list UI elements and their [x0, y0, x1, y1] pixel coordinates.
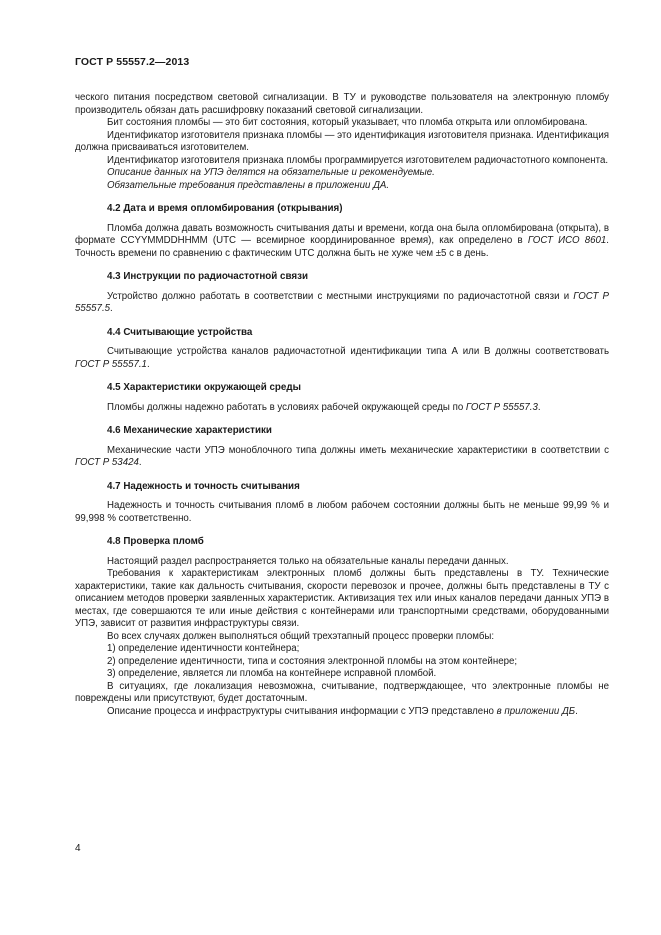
section-4-4-paragraph	[75, 346, 609, 371]
list-item: 3) определение, является ли пломба на контейнере исправной пломбой.	[107, 668, 437, 679]
standard-reference: ГОСТ Р 55557.5	[75, 290, 609, 314]
section-heading-4-8: 4.8 Проверка пломб	[107, 536, 204, 547]
text-run: .	[146, 358, 150, 370]
section-heading-4-4: 4.4 Считывающие устройства	[107, 326, 253, 338]
section-heading-4-6: 4.6 Механические характеристики	[107, 425, 272, 436]
intro-paragraph: ческого питания посредством световой сигнализации. В ТУ и руководстве пользователя на электронную пломбу производитель обязан дать расшифровку показаний световой сигнализации.	[75, 92, 609, 116]
text-run: .	[575, 705, 578, 717]
section-4-5-paragraph	[75, 402, 609, 415]
standard-reference: ГОСТ ИСО 8601	[527, 235, 607, 246]
section-4-8-paragraph: Во всех случаях должен выполняться общий трехэтапный процесс проверки пломбы:	[107, 630, 495, 642]
standard-reference: ГОСТ Р 55557.3	[465, 401, 538, 413]
text-run: Механические части УПЭ моноблочного типа должны иметь механические характеристики в соответствии с	[107, 444, 609, 456]
list-item: 2) определение идентичности, типа и состояния электронной пломбы на этом контейнере;	[107, 655, 518, 667]
text-run: .	[138, 457, 142, 468]
text-run: Описание процесса и инфраструктуры считывания информации с УПЭ представлено	[107, 705, 497, 717]
intro-note: Обязательные требования представлены в приложении ДА.	[107, 179, 390, 191]
standard-reference: ГОСТ Р 53424	[75, 457, 139, 468]
intro-paragraph: Бит состояния пломбы — это бит состояния, который указывает, что пломба открыта или опломбирована.	[107, 117, 588, 128]
intro-paragraph: Идентификатор изготовителя признака пломбы программируется изготовителем радиочастотного компонента.	[107, 154, 609, 166]
section-heading-4-3: 4.3 Инструкции по радиочастотной связи	[107, 271, 308, 282]
appendix-reference: в приложении ДБ	[496, 705, 576, 717]
section-heading-4-7: 4.7 Надежность и точность считывания	[107, 480, 300, 492]
list-item: 1) определение идентичности контейнера;	[107, 643, 300, 654]
text-run: Пломба должна давать возможность считывания даты и времени, когда она была опломбирована (открыта), в формате CCYYMMDDHHMM (UTC — всемирное координированное время), как определено в	[75, 222, 609, 246]
intro-note: Описание данных на УПЭ делятся на обязательные и рекомендуемые.	[107, 167, 435, 178]
page-content	[75, 92, 609, 718]
section-heading-4-5: 4.5 Характеристики окружающей среды	[107, 382, 301, 393]
section-4-8-paragraph	[75, 706, 609, 719]
section-4-8-paragraph: Требования к характеристикам электронных пломб должны быть представлены в ТУ. Технические характеристики, такие как дальность считывания, скорости перевозок и прочее, должны быть представлены в ТУ с описанием методов проверки заявленных характеристик. Активизация тех или иных каналов передачи данных УПЭ в местах, где совершаются те или иные действия с контейнерами или транспортными средствами, оборудованными УПЭ, зависит от развития инфраструктуры связи.	[75, 568, 609, 629]
text-run: . Точность времени по сравнению с фактическим UTC должна быть не хуже чем ±5 с в день.	[75, 235, 609, 259]
section-4-2-paragraph	[75, 223, 609, 261]
page-number: 4	[75, 843, 81, 854]
section-4-6-paragraph	[75, 445, 609, 470]
document-header: ГОСТ Р 55557.2—2013	[75, 56, 190, 68]
intro-paragraph: Идентификатор изготовителя признака пломбы — это идентификация изготовителя признака. Идентификация должна присваиваться изготовителем.	[75, 129, 609, 153]
section-heading-4-2: 4.2 Дата и время опломбирования (открывания)	[107, 203, 343, 214]
text-run: .	[537, 401, 541, 413]
section-4-7-paragraph: Надежность и точность считывания пломб в любом рабочем состоянии должны быть не меньше 99,99 % и 99,998 % соответственно.	[75, 500, 609, 524]
section-4-8-paragraph: В ситуациях, где локализация невозможна, считывание, подтверждающее, что электронные пломбы не повреждены или присутствуют, будет достаточным.	[75, 680, 609, 704]
text-run: Устройство должно работать в соответствии с местными инструкциями по радиочастотной связи и	[107, 290, 574, 302]
section-4-8-paragraph: Настоящий раздел распространяется только на обязательные каналы передачи данных.	[107, 555, 509, 567]
text-run: .	[110, 303, 113, 314]
text-run: Пломбы должны надежно работать в условиях рабочей окружающей среды по	[107, 401, 466, 413]
standard-reference: ГОСТ Р 55557.1	[75, 358, 147, 370]
section-4-3-paragraph	[75, 291, 609, 316]
text-run: Считывающие устройства каналов радиочастотной идентификации типа А или В должны соответствовать	[107, 346, 609, 357]
